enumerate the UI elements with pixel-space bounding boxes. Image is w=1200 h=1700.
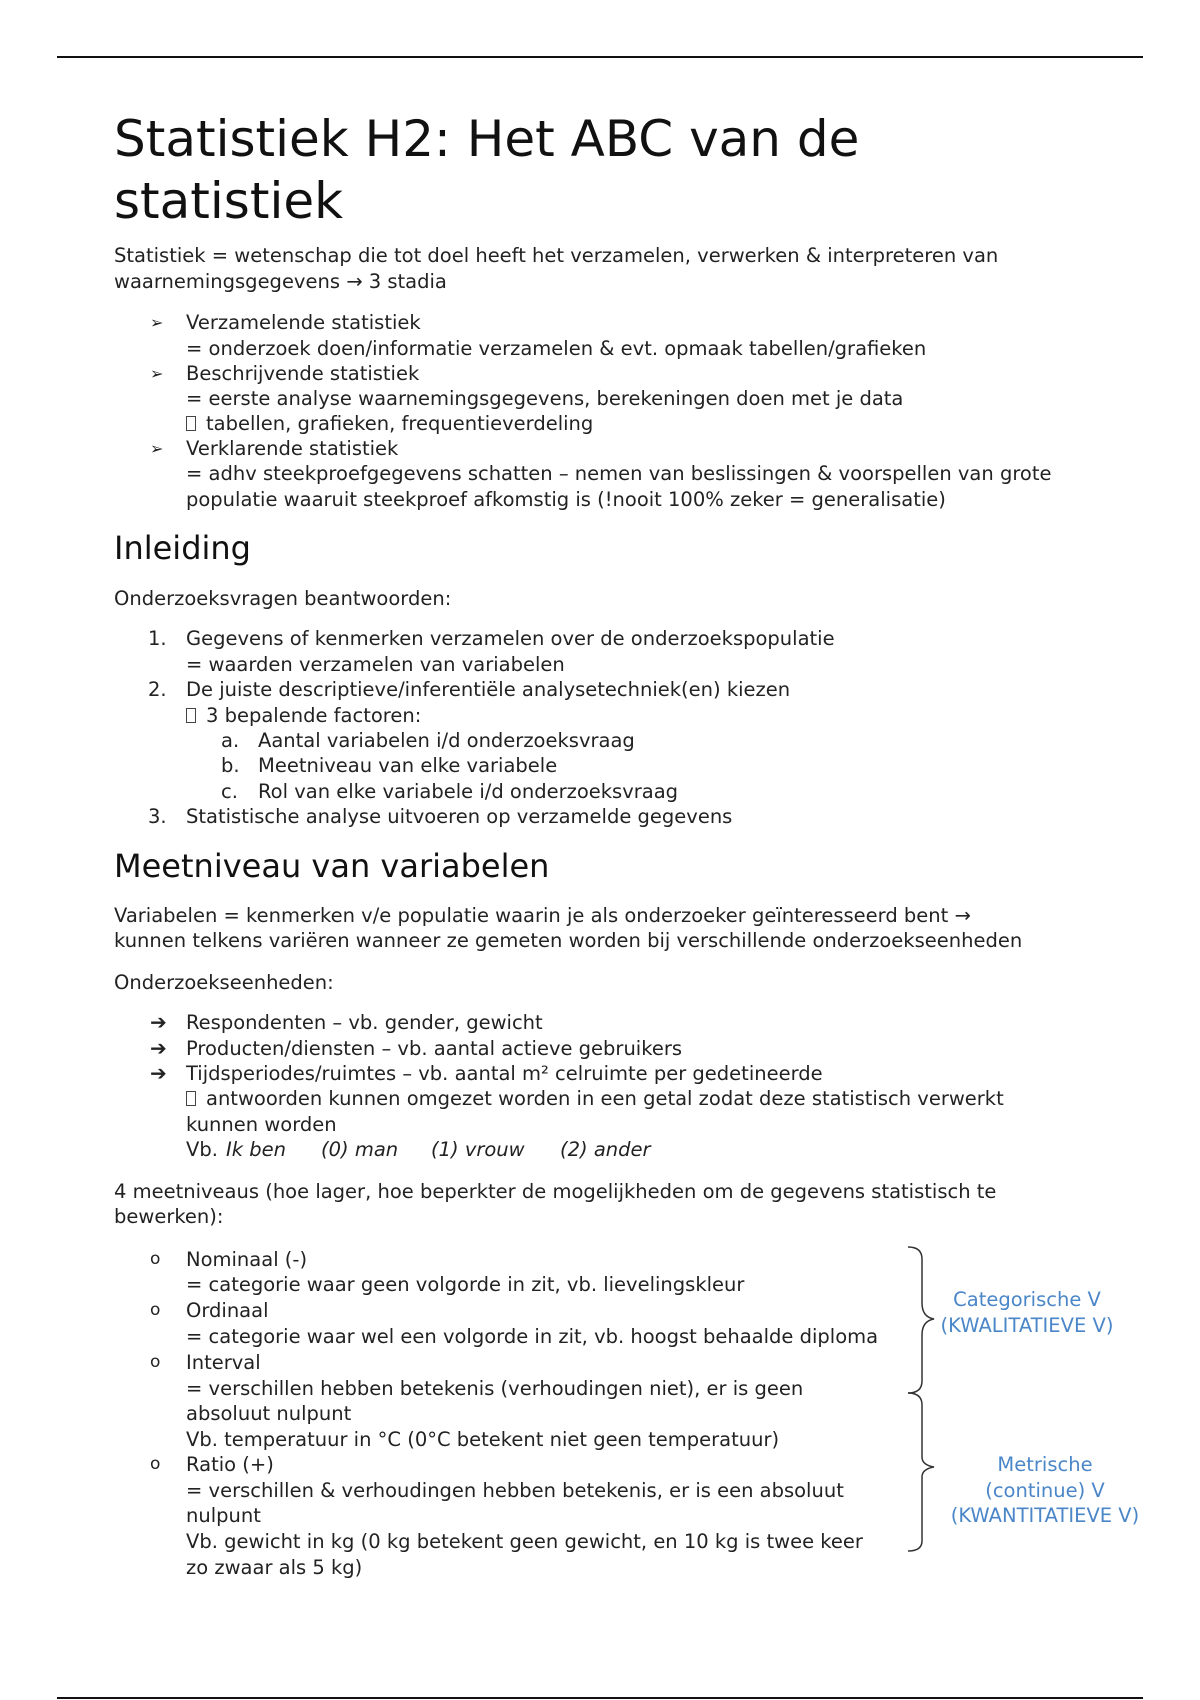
metric-brace: [908, 1393, 934, 1551]
top-rule: [57, 56, 1143, 58]
step-text: De juiste descriptieve/inferentiële analysetechniek(en) kiezen: [186, 678, 791, 701]
step-number: 1.: [148, 627, 167, 650]
circle-bullet-icon: o: [150, 1454, 161, 1474]
metric-label: Metrische: [997, 1453, 1093, 1476]
factor-text: Meetniveau van elke variabele: [258, 754, 558, 777]
arrowhead-bullet-icon: ➢: [150, 439, 164, 458]
variables-line-1: Variabelen = kenmerken v/e populatie waarin je als onderzoeker geïnteresseerd bent →: [114, 904, 971, 927]
page-title: Statistiek H2: Het ABC van de statistiek: [114, 110, 860, 230]
factor-text: Rol van elke variabele i/d onderzoeksvraag: [258, 780, 679, 803]
levels-lead-2: bewerken):: [114, 1205, 224, 1228]
factor-letter: b.: [221, 754, 240, 777]
level-description: = verschillen hebben betekenis (verhoudingen niet), er is geen: [186, 1377, 804, 1400]
units-note-text: antwoorden kunnen omgezet worden in een getal zodat deze statistisch verwerkt: [206, 1087, 1004, 1110]
units-note-cont: kunnen worden: [186, 1113, 337, 1136]
metric-annotation: [940, 1452, 1150, 1529]
stadium-label: Beschrijvende statistiek: [186, 362, 420, 385]
bottom-rule: [57, 1697, 1143, 1699]
intro-line-1: Statistiek = wetenschap die tot doel heeft het verzamelen, verwerken & interpreteren van: [114, 244, 999, 267]
level-description: Vb. gewicht in kg (0 kg betekent geen gewicht, en 10 kg is twee keer: [186, 1530, 863, 1553]
level-description: absoluut nulpunt: [186, 1402, 352, 1425]
circle-bullet-icon: o: [150, 1249, 161, 1269]
stadium-description: populatie waaruit steekproef afkomstig is (!nooit 100% zeker = generalisatie): [186, 488, 946, 511]
step-number: 2.: [148, 678, 167, 701]
missing-glyph-icon: [186, 708, 196, 723]
bold-arrow-bullet-icon: ➔: [150, 1061, 167, 1085]
missing-glyph-icon: [186, 1091, 196, 1106]
section-heading-meetniveau: Meetniveau van variabelen: [114, 847, 550, 885]
factor-letter: a.: [221, 729, 240, 752]
factor-letter: c.: [221, 780, 238, 803]
unit-item: Producten/diensten – vb. aantal actieve gebruikers: [186, 1037, 682, 1060]
stadium-label: Verzamelende statistiek: [186, 311, 421, 334]
missing-glyph-icon: [186, 416, 196, 431]
level-description: = verschillen & verhoudingen hebben betekenis, er is een absoluut: [186, 1479, 844, 1502]
factor-text: Aantal variabelen i/d onderzoeksvraag: [258, 729, 635, 752]
levels-lead-1: 4 meetniveaus (hoe lager, hoe beperkter de mogelijkheden om de gegevens statistisch te: [114, 1180, 997, 1203]
level-label: Nominaal (-): [186, 1248, 308, 1271]
section-heading-inleiding: Inleiding: [114, 529, 251, 567]
circle-bullet-icon: o: [150, 1300, 161, 1320]
example-prefix: Vb.: [186, 1138, 218, 1161]
level-description: nulpunt: [186, 1504, 261, 1527]
units-note: [186, 1086, 1004, 1112]
level-description: Vb. temperatuur in °C (0°C betekent niet geen temperatuur): [186, 1428, 780, 1451]
stadium-note: [186, 411, 593, 437]
stadium-description: = eerste analyse waarnemingsgegevens, berekeningen doen met je data: [186, 387, 904, 410]
unit-item: Respondenten – vb. gender, gewicht: [186, 1011, 543, 1034]
step-text: Statistische analyse uitvoeren op verzamelde gegevens: [186, 805, 733, 828]
example-option: (2) ander: [560, 1138, 651, 1161]
example-option: (0) man: [321, 1138, 399, 1161]
arrowhead-bullet-icon: ➢: [150, 313, 164, 332]
level-label: Ordinaal: [186, 1299, 269, 1322]
step-number: 3.: [148, 805, 167, 828]
step-sub-text: 3 bepalende factoren:: [206, 704, 422, 727]
stadium-note-text: tabellen, grafieken, frequentieverdeling: [206, 412, 594, 435]
stadium-description: = onderzoek doen/informatie verzamelen & evt. opmaak tabellen/grafieken: [186, 337, 927, 360]
example-part: Ik ben: [226, 1138, 286, 1161]
step-sub: [186, 703, 421, 729]
categorical-label: Categorische V: [953, 1288, 1101, 1311]
stadium-description: = adhv steekproefgegevens schatten – nemen van beslissingen & voorspellen van grote: [186, 462, 1052, 485]
arrowhead-bullet-icon: ➢: [150, 364, 164, 383]
quantitative-label: (KWANTITATIEVE V): [950, 1504, 1140, 1527]
categorical-annotation: [922, 1287, 1132, 1338]
level-description: = categorie waar geen volgorde in zit, vb. lievelingskleur: [186, 1273, 745, 1296]
level-label: Interval: [186, 1351, 261, 1374]
variables-line-2: kunnen telkens variëren wanneer ze gemeten worden bij verschillende onderzoekseenheden: [114, 929, 1023, 952]
example-option: (1) vrouw: [431, 1138, 525, 1161]
unit-item: Tijdsperiodes/ruimtes – vb. aantal m² celruimte per gedetineerde: [186, 1062, 823, 1085]
bold-arrow-bullet-icon: ➔: [150, 1010, 167, 1034]
step-text: Gegevens of kenmerken verzamelen over de onderzoekspopulatie: [186, 627, 835, 650]
units-lead: Onderzoekseenheden:: [114, 971, 334, 994]
step-sub: = waarden verzamelen van variabelen: [186, 653, 565, 676]
inleiding-lead: Onderzoeksvragen beantwoorden:: [114, 587, 452, 610]
bold-arrow-bullet-icon: ➔: [150, 1036, 167, 1060]
continuous-label: (continue) V: [985, 1478, 1105, 1502]
level-description: = categorie waar wel een volgorde in zit, vb. hoogst behaalde diploma: [186, 1325, 879, 1348]
level-description: zo zwaar als 5 kg): [186, 1556, 363, 1579]
circle-bullet-icon: o: [150, 1352, 161, 1372]
level-label: Ratio (+): [186, 1453, 274, 1476]
qualitative-label: (KWALITATIEVE V): [940, 1313, 1114, 1337]
stadium-label: Verklarende statistiek: [186, 437, 399, 460]
intro-line-2: waarnemingsgegevens → 3 stadia: [114, 270, 447, 293]
